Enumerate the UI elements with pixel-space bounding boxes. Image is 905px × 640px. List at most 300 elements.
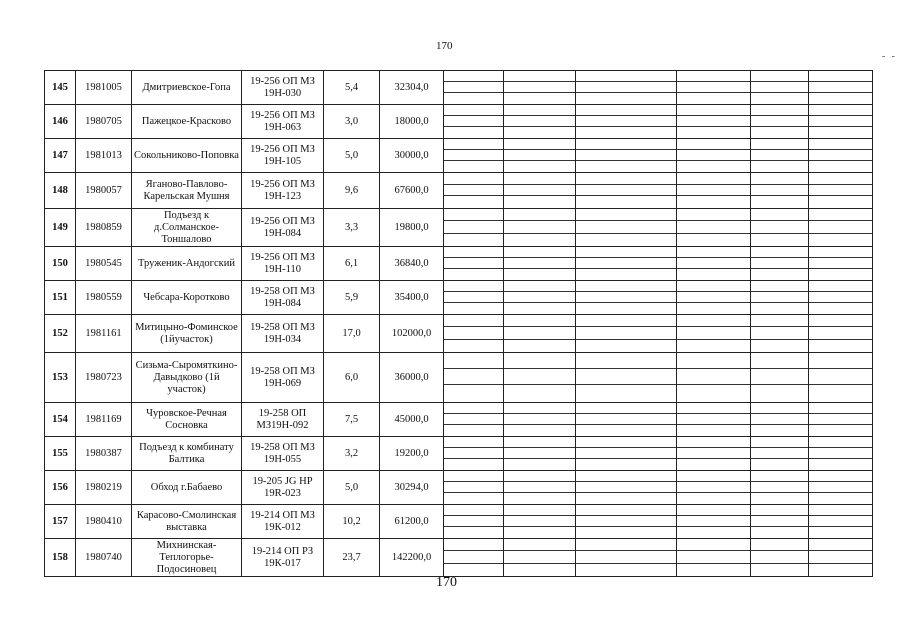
empty-cell (677, 139, 751, 173)
ruled-line (809, 257, 872, 258)
ruled-line (809, 195, 872, 196)
ruled-line (677, 515, 750, 516)
empty-cell (504, 353, 576, 403)
ruled-line (576, 233, 676, 234)
ruled-line (677, 384, 750, 385)
ruled-line (576, 81, 676, 82)
empty-cell (809, 105, 873, 139)
ruled-line (751, 302, 808, 303)
empty-cell (677, 281, 751, 315)
ruled-line (444, 233, 503, 234)
ruled-line (751, 326, 808, 327)
row-number-cell: 157 (45, 505, 76, 539)
empty-cell (576, 247, 677, 281)
table-row (45, 315, 873, 353)
ruled-line (576, 384, 676, 385)
empty-cell (504, 247, 576, 281)
empty-cell (576, 281, 677, 315)
road-code-cell: 1980559 (76, 281, 132, 315)
ruled-line (504, 233, 575, 234)
empty-cell (677, 247, 751, 281)
table-row (45, 505, 873, 539)
row-number-cell: 145 (45, 71, 76, 105)
empty-cell (576, 173, 677, 209)
registry-number-cell: 19-214 ОП РЗ 19К-017 (242, 539, 324, 577)
ruled-line (576, 160, 676, 161)
empty-cell (444, 315, 504, 353)
table-body (45, 71, 873, 577)
ruled-line (809, 220, 872, 221)
amount-cell: 67600,0 (380, 173, 444, 209)
empty-cell (809, 247, 873, 281)
registry-number-cell: 19-205 JG НР 19R-023 (242, 471, 324, 505)
ruled-line (444, 302, 503, 303)
ruled-line (809, 563, 872, 564)
ruled-line (751, 492, 808, 493)
row-number-cell: 158 (45, 539, 76, 577)
road-name-cell: Подъезд к комбинату Балтика (132, 437, 242, 471)
ruled-line (576, 326, 676, 327)
ruled-line (809, 492, 872, 493)
registry-number-cell: 19-258 ОП МЗ 19Н-034 (242, 315, 324, 353)
ruled-line (444, 339, 503, 340)
ruled-line (444, 492, 503, 493)
ruled-line (677, 339, 750, 340)
amount-cell: 18000,0 (380, 105, 444, 139)
table-row (45, 353, 873, 403)
road-name-cell: Чебсара-Коротково (132, 281, 242, 315)
ruled-line (751, 563, 808, 564)
road-length-cell: 23,7 (324, 539, 380, 577)
road-name-cell: Пажецкое-Красково (132, 105, 242, 139)
road-length-cell: 6,1 (324, 247, 380, 281)
registry-number-cell: 19-214 ОП МЗ 19К-012 (242, 505, 324, 539)
ruled-line (677, 149, 750, 150)
empty-cell (576, 403, 677, 437)
ruled-line (444, 268, 503, 269)
empty-cell (504, 437, 576, 471)
road-code-cell: 1980410 (76, 505, 132, 539)
ruled-line (444, 149, 503, 150)
empty-cell (444, 471, 504, 505)
road-length-cell: 17,0 (324, 315, 380, 353)
empty-cell (576, 353, 677, 403)
row-number-cell: 154 (45, 403, 76, 437)
road-name-cell: Карасово-Смолинская выставка (132, 505, 242, 539)
ruled-line (576, 220, 676, 221)
ruled-line (576, 550, 676, 551)
empty-cell (576, 209, 677, 247)
ruled-line (809, 413, 872, 414)
empty-cell (576, 71, 677, 105)
road-name-cell: Яганово-Павлово-Карельская Мушня (132, 173, 242, 209)
ruled-line (576, 515, 676, 516)
ruled-line (576, 195, 676, 196)
empty-cell (444, 403, 504, 437)
ruled-line (677, 526, 750, 527)
amount-cell: 61200,0 (380, 505, 444, 539)
empty-cell (809, 471, 873, 505)
ruled-line (576, 481, 676, 482)
ruled-line (809, 115, 872, 116)
ruled-line (504, 115, 575, 116)
empty-cell (809, 173, 873, 209)
table-row (45, 247, 873, 281)
ruled-line (444, 563, 503, 564)
road-length-cell: 10,2 (324, 505, 380, 539)
ruled-line (677, 115, 750, 116)
ruled-line (809, 550, 872, 551)
empty-cell (677, 71, 751, 105)
ruled-line (751, 149, 808, 150)
ruled-line (751, 526, 808, 527)
road-code-cell: 1980859 (76, 209, 132, 247)
ruled-line (809, 458, 872, 459)
empty-cell (576, 539, 677, 577)
ruled-line (576, 339, 676, 340)
ruled-line (576, 526, 676, 527)
road-code-cell: 1981005 (76, 71, 132, 105)
ruled-line (444, 526, 503, 527)
registry-number-cell: 19-258 ОП МЗ 19Н-084 (242, 281, 324, 315)
ruled-line (576, 458, 676, 459)
road-name-cell: Труженик-Андогский (132, 247, 242, 281)
ruled-line (751, 160, 808, 161)
ruled-line (677, 126, 750, 127)
ruled-line (576, 492, 676, 493)
empty-cell (576, 315, 677, 353)
ruled-line (444, 220, 503, 221)
road-code-cell: 1980740 (76, 539, 132, 577)
ruled-line (677, 492, 750, 493)
ruled-line (444, 195, 503, 196)
ruled-line (809, 326, 872, 327)
ruled-line (444, 384, 503, 385)
road-code-cell: 1980387 (76, 437, 132, 471)
ruled-line (504, 81, 575, 82)
ruled-line (444, 481, 503, 482)
empty-cell (751, 281, 809, 315)
ruled-line (751, 515, 808, 516)
ruled-line (751, 233, 808, 234)
ruled-line (504, 492, 575, 493)
ruled-line (576, 447, 676, 448)
ruled-line (504, 126, 575, 127)
road-code-cell: 1981169 (76, 403, 132, 437)
ruled-line (677, 550, 750, 551)
ruled-line (677, 413, 750, 414)
ruled-line (677, 195, 750, 196)
ruled-line (751, 424, 808, 425)
row-number-cell: 150 (45, 247, 76, 281)
registry-number-cell: 19-256 ОП МЗ 19Н-105 (242, 139, 324, 173)
ruled-line (677, 81, 750, 82)
road-code-cell: 1981161 (76, 315, 132, 353)
ruled-line (504, 563, 575, 564)
road-code-cell: 1980057 (76, 173, 132, 209)
empty-cell (444, 173, 504, 209)
ruled-line (444, 368, 503, 369)
empty-cell (751, 505, 809, 539)
ruled-line (444, 447, 503, 448)
road-code-cell: 1980219 (76, 471, 132, 505)
ruled-line (504, 413, 575, 414)
ruled-line (504, 220, 575, 221)
table-row (45, 281, 873, 315)
empty-cell (677, 315, 751, 353)
empty-cell (751, 209, 809, 247)
ruled-line (576, 257, 676, 258)
empty-cell (677, 209, 751, 247)
empty-cell (809, 71, 873, 105)
ruled-line (751, 184, 808, 185)
ruled-line (809, 339, 872, 340)
amount-cell: 35400,0 (380, 281, 444, 315)
ruled-line (677, 160, 750, 161)
ruled-line (677, 481, 750, 482)
ruled-line (576, 92, 676, 93)
ruled-line (751, 550, 808, 551)
ruled-line (504, 550, 575, 551)
registry-number-cell: 19-256 ОП МЗ 19Н-110 (242, 247, 324, 281)
ruled-line (576, 126, 676, 127)
ruled-line (809, 149, 872, 150)
amount-cell: 36840,0 (380, 247, 444, 281)
ruled-line (751, 92, 808, 93)
ruled-line (751, 195, 808, 196)
registry-number-cell: 19-258 ОП МЗ 19Н-055 (242, 437, 324, 471)
ruled-line (576, 268, 676, 269)
empty-cell (444, 353, 504, 403)
empty-cell (504, 505, 576, 539)
ruled-line (504, 291, 575, 292)
row-number-cell: 156 (45, 471, 76, 505)
ruled-line (809, 368, 872, 369)
empty-cell (751, 247, 809, 281)
road-code-cell: 1981013 (76, 139, 132, 173)
road-length-cell: 7,5 (324, 403, 380, 437)
ruled-line (444, 291, 503, 292)
road-name-cell: Дмитриевское-Гопа (132, 71, 242, 105)
ruled-line (504, 481, 575, 482)
road-name-cell: Михнинская-Теплогорье-Подосиновец (132, 539, 242, 577)
ruled-line (751, 220, 808, 221)
empty-cell (751, 139, 809, 173)
ruled-line (809, 126, 872, 127)
ruled-line (677, 268, 750, 269)
row-number-cell: 151 (45, 281, 76, 315)
empty-cell (751, 173, 809, 209)
empty-cell (444, 247, 504, 281)
empty-cell (504, 209, 576, 247)
empty-cell (751, 471, 809, 505)
page-number-top: 170 (436, 40, 453, 52)
amount-cell: 102000,0 (380, 315, 444, 353)
empty-cell (576, 471, 677, 505)
amount-cell: 45000,0 (380, 403, 444, 437)
ruled-line (751, 115, 808, 116)
roads-table (44, 70, 873, 577)
ruled-line (809, 424, 872, 425)
road-name-cell: Обход г.Бабаево (132, 471, 242, 505)
ruled-line (751, 291, 808, 292)
amount-cell: 142200,0 (380, 539, 444, 577)
ruled-line (751, 126, 808, 127)
ruled-line (677, 447, 750, 448)
ruled-line (444, 92, 503, 93)
ruled-line (809, 81, 872, 82)
empty-cell (751, 315, 809, 353)
ruled-line (809, 481, 872, 482)
ruled-line (444, 458, 503, 459)
empty-cell (809, 139, 873, 173)
ruled-line (444, 257, 503, 258)
row-number-cell: 155 (45, 437, 76, 471)
row-number-cell: 147 (45, 139, 76, 173)
ruled-line (444, 126, 503, 127)
empty-cell (809, 209, 873, 247)
empty-cell (677, 505, 751, 539)
ruled-line (677, 424, 750, 425)
road-length-cell: 5,9 (324, 281, 380, 315)
road-code-cell: 1980705 (76, 105, 132, 139)
ruled-line (677, 563, 750, 564)
amount-cell: 30294,0 (380, 471, 444, 505)
amount-cell: 32304,0 (380, 71, 444, 105)
amount-cell: 19200,0 (380, 437, 444, 471)
ruled-line (751, 368, 808, 369)
empty-cell (677, 353, 751, 403)
empty-cell (576, 105, 677, 139)
ruled-line (504, 257, 575, 258)
ruled-line (504, 92, 575, 93)
ruled-line (809, 447, 872, 448)
ruled-line (444, 550, 503, 551)
road-name-cell: Чуровское-Речная Сосновка (132, 403, 242, 437)
empty-cell (751, 437, 809, 471)
empty-cell (504, 281, 576, 315)
row-number-cell: 149 (45, 209, 76, 247)
ruled-line (576, 413, 676, 414)
row-number-cell: 146 (45, 105, 76, 139)
ruled-line (751, 458, 808, 459)
ruled-line (444, 115, 503, 116)
ruled-line (504, 268, 575, 269)
empty-cell (751, 403, 809, 437)
ruled-line (444, 515, 503, 516)
ruled-line (576, 368, 676, 369)
ruled-line (677, 458, 750, 459)
ruled-line (677, 92, 750, 93)
table-row (45, 173, 873, 209)
ruled-line (751, 339, 808, 340)
ruled-line (677, 220, 750, 221)
empty-cell (576, 437, 677, 471)
empty-cell (677, 539, 751, 577)
road-code-cell: 1980723 (76, 353, 132, 403)
empty-cell (809, 505, 873, 539)
ruled-line (809, 268, 872, 269)
ruled-line (751, 81, 808, 82)
empty-cell (809, 315, 873, 353)
ruled-line (677, 368, 750, 369)
empty-cell (504, 315, 576, 353)
ruled-line (504, 326, 575, 327)
ruled-line (677, 291, 750, 292)
registry-number-cell: 19-258 ОП МЗ19Н-092 (242, 403, 324, 437)
ruled-line (809, 302, 872, 303)
ruled-line (504, 384, 575, 385)
ruled-line (576, 424, 676, 425)
amount-cell: 19800,0 (380, 209, 444, 247)
table-row (45, 471, 873, 505)
ruled-line (809, 384, 872, 385)
ruled-line (677, 233, 750, 234)
table-row (45, 403, 873, 437)
ruled-line (809, 291, 872, 292)
empty-cell (444, 71, 504, 105)
ruled-line (444, 424, 503, 425)
table-row (45, 105, 873, 139)
ruled-line (504, 160, 575, 161)
ruled-line (504, 515, 575, 516)
registry-number-cell: 19-256 ОП МЗ 19Н-030 (242, 71, 324, 105)
ruled-line (809, 184, 872, 185)
ruled-line (809, 515, 872, 516)
empty-cell (504, 471, 576, 505)
empty-cell (751, 71, 809, 105)
empty-cell (504, 71, 576, 105)
table-row (45, 539, 873, 577)
ruled-line (751, 481, 808, 482)
table-row (45, 71, 873, 105)
road-name-cell: Сокольниково-Поповка (132, 139, 242, 173)
road-code-cell: 1980545 (76, 247, 132, 281)
ruled-line (504, 424, 575, 425)
road-name-cell: Подъезд к д.Солманское-Тоншалово (132, 209, 242, 247)
ruled-line (576, 184, 676, 185)
empty-cell (809, 353, 873, 403)
ruled-line (576, 302, 676, 303)
empty-cell (809, 281, 873, 315)
amount-cell: 30000,0 (380, 139, 444, 173)
empty-cell (504, 539, 576, 577)
registry-number-cell: 19-256 ОП МЗ 19Н-063 (242, 105, 324, 139)
ruled-line (576, 149, 676, 150)
ruled-line (444, 160, 503, 161)
ruled-line (809, 526, 872, 527)
road-length-cell: 3,3 (324, 209, 380, 247)
empty-cell (504, 173, 576, 209)
empty-cell (444, 281, 504, 315)
table-row (45, 437, 873, 471)
registry-number-cell: 19-256 ОП МЗ 19Н-084 (242, 209, 324, 247)
row-number-cell: 152 (45, 315, 76, 353)
empty-cell (751, 105, 809, 139)
empty-cell (444, 539, 504, 577)
road-length-cell: 9,6 (324, 173, 380, 209)
empty-cell (677, 437, 751, 471)
empty-cell (504, 139, 576, 173)
road-length-cell: 5,0 (324, 139, 380, 173)
row-number-cell: 153 (45, 353, 76, 403)
empty-cell (444, 209, 504, 247)
empty-cell (677, 173, 751, 209)
ruled-line (504, 458, 575, 459)
empty-cell (444, 437, 504, 471)
page-number-bottom: 170 (436, 575, 457, 590)
ruled-line (751, 447, 808, 448)
